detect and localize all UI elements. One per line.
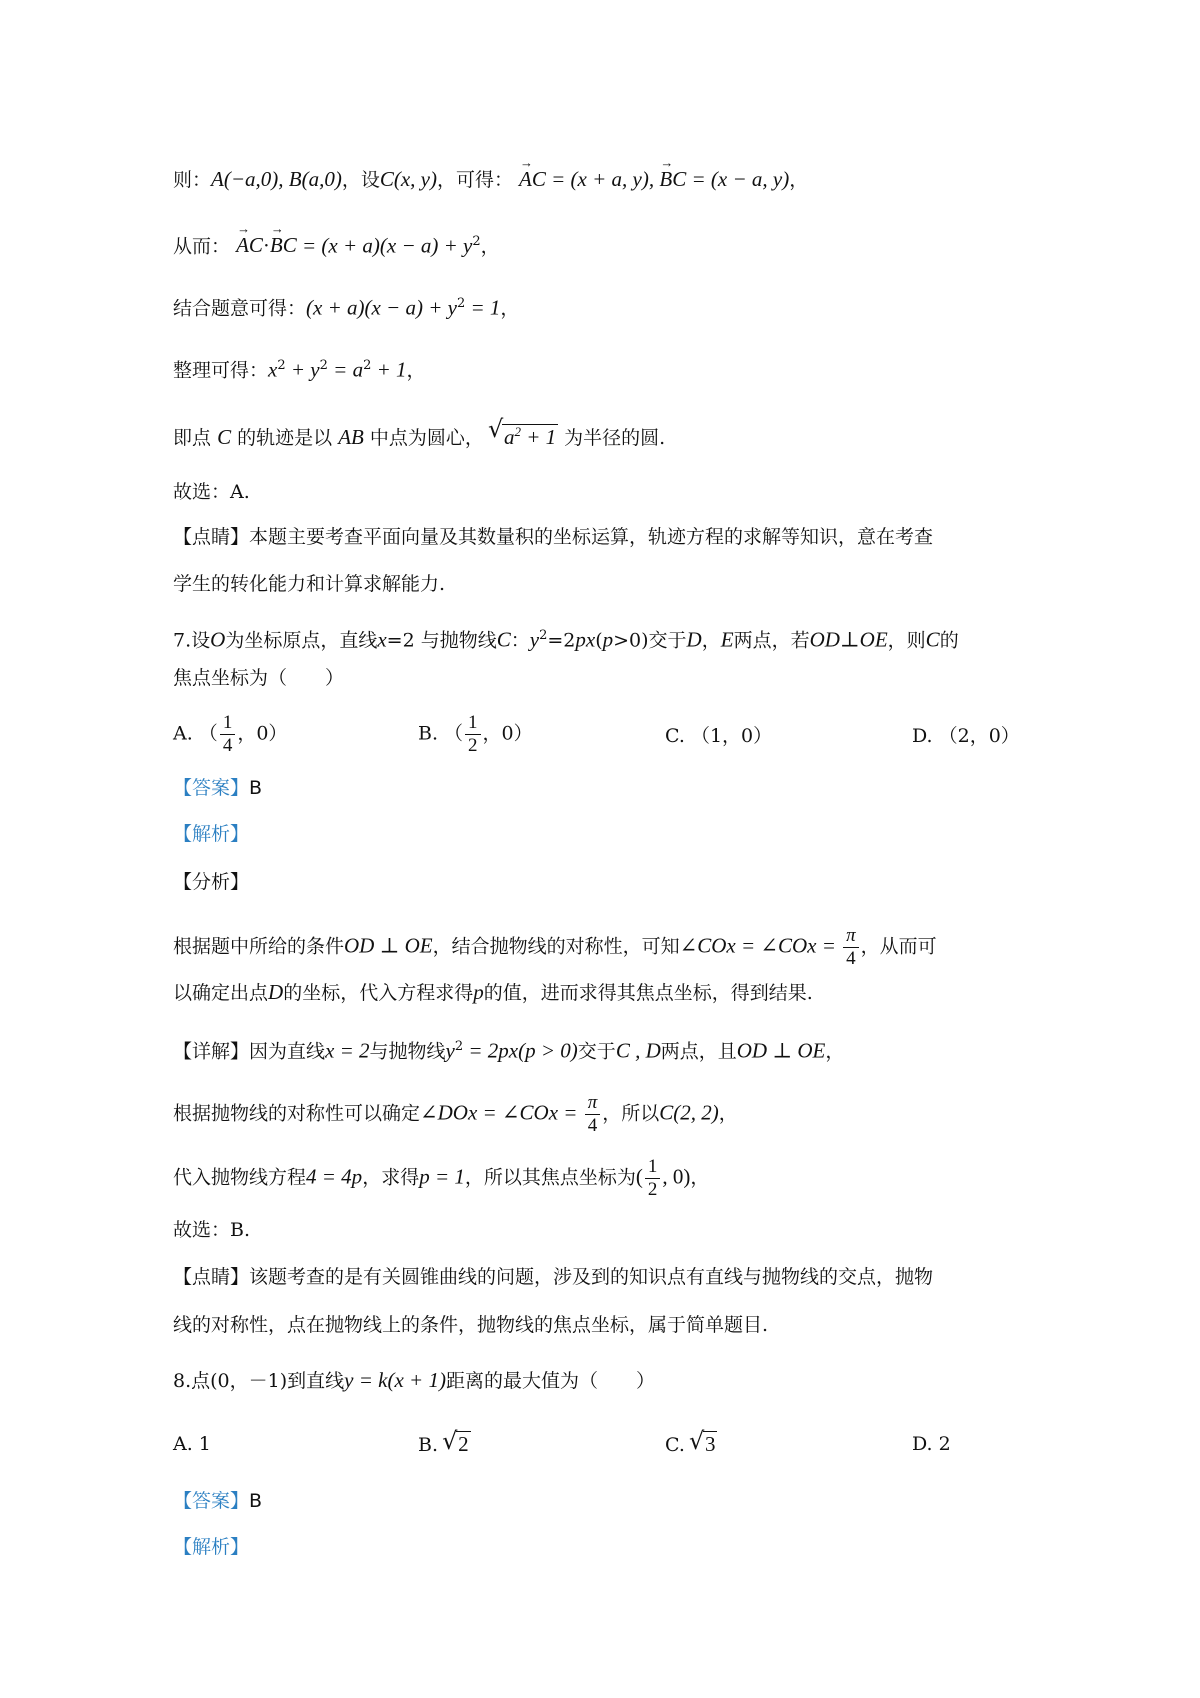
text: 的	[939, 629, 959, 652]
text: 根据题中所给的条件	[173, 935, 345, 958]
option-label: A. （	[173, 722, 218, 745]
math-sup: 2	[472, 234, 481, 249]
sqrt-radicand	[502, 424, 558, 449]
q8-answer	[173, 1487, 262, 1515]
math: p	[602, 627, 614, 652]
text: ，求得	[362, 1166, 420, 1189]
option-label: C.	[665, 1434, 685, 1456]
fraction-denominator: 4	[587, 1115, 598, 1136]
fraction-denominator: 4	[846, 948, 856, 969]
math-sup: 2	[539, 628, 548, 643]
text: ，	[825, 1040, 845, 1063]
q8-option-a: A. 1	[173, 1433, 211, 1455]
line-vector-setup	[173, 165, 808, 194]
text: 即点	[173, 427, 212, 449]
text: 的值，进而求得其焦点坐标，得到结果.	[483, 982, 813, 1004]
line-simplify	[173, 352, 426, 384]
fraction-denominator: 4	[222, 735, 233, 756]
text: ，	[718, 1102, 738, 1125]
math: C(x, y)	[379, 167, 437, 191]
math-sup: 2	[454, 1039, 464, 1054]
text: ：	[510, 629, 530, 652]
fraction	[220, 712, 236, 757]
text: (	[595, 629, 603, 652]
q7-analysis-tag: 【解析】	[173, 823, 250, 845]
option-label: B. （	[418, 722, 464, 745]
math: OD ⊥ OE	[736, 1038, 826, 1063]
text: ，	[789, 169, 809, 191]
text: ，所以	[602, 1102, 660, 1125]
text: ，设	[341, 169, 380, 191]
q7-detail-line2	[173, 1092, 738, 1137]
fraction-numerator: 1	[645, 1156, 661, 1179]
math: OD ⊥ OE	[344, 933, 433, 958]
math-sup: 2	[456, 296, 466, 311]
text: 的轨迹是以	[237, 427, 333, 449]
option-label: B.	[418, 1434, 439, 1456]
text: 根据抛物线的对称性可以确定	[173, 1102, 421, 1125]
line-comment-1: 【点睛】本题主要考查平面向量及其数量积的坐标运算，轨迹方程的求解等知识，意在考查	[173, 526, 934, 548]
math: = a	[327, 357, 364, 382]
line-combine	[173, 290, 519, 322]
math: px	[575, 627, 596, 652]
text: ，	[406, 359, 426, 382]
q7-comment-1: 【点睛】该题考查的是有关圆锥曲线的问题，涉及到的知识点有直线与抛物线的交点，抛物	[173, 1266, 934, 1288]
math: y	[529, 627, 540, 652]
math-sup: 2	[277, 358, 286, 373]
math: D	[268, 980, 284, 1004]
vector-bc: → BC	[659, 165, 686, 193]
text: 从而：	[173, 235, 231, 258]
text: 代入抛物线方程	[173, 1166, 307, 1189]
text: =2 与抛物线	[386, 629, 497, 652]
text: 与抛物线	[369, 1040, 446, 1063]
math: y = k(x + 1)	[344, 1368, 446, 1392]
math: x	[377, 627, 387, 652]
math: = 2px(p > 0)	[463, 1038, 578, 1063]
answer-tag: 【答案】	[173, 1490, 250, 1512]
q7-option-d: D. （2，0）	[912, 725, 1020, 747]
math: = 1	[465, 295, 501, 320]
math: D	[686, 627, 702, 652]
q7-detail-line3	[173, 1156, 709, 1201]
text: 以确定出点	[173, 982, 269, 1004]
math-sup: 2	[363, 358, 372, 373]
text: ，	[690, 1166, 710, 1189]
math: 4 = 4p	[306, 1164, 363, 1189]
line-dot-product	[173, 228, 500, 260]
math: C	[925, 627, 940, 652]
text: 两点，若	[733, 629, 810, 652]
text: 【详解】因为直线	[173, 1040, 326, 1063]
math: E	[720, 627, 734, 652]
answer-value: B	[249, 1490, 263, 1512]
fraction-numerator: π	[585, 1092, 601, 1115]
q7-comment-2: 线的对称性，点在抛物线上的条件，抛物线的焦点坐标，属于简单题目.	[173, 1314, 769, 1336]
line-answer-a: 故选：A.	[173, 481, 250, 503]
text: 整理可得：	[173, 359, 269, 382]
fraction-denominator: 2	[647, 1179, 658, 1200]
sqrt-radicand: 2	[458, 1432, 469, 1456]
answer-tag: 【答案】	[173, 777, 250, 799]
text: 距离的最大值为（ ）	[445, 1370, 655, 1392]
q7-fenxi-tag: 【分析】	[173, 871, 250, 893]
math: = (x + a, y),	[545, 167, 660, 191]
text: ，	[701, 629, 721, 652]
fraction	[465, 712, 481, 757]
text: ，则	[887, 629, 926, 652]
math: , 0)	[662, 1164, 691, 1189]
math: x	[268, 357, 278, 382]
text: ，结合抛物线的对称性，可知	[432, 935, 680, 958]
vector-ac: → AC	[236, 231, 263, 259]
text: 则：	[173, 169, 212, 191]
math: C , D	[615, 1038, 661, 1063]
text: 为坐标原点，直线	[225, 629, 378, 652]
text: ，所以其焦点坐标为	[464, 1166, 636, 1189]
q8-option-c	[665, 1430, 717, 1459]
math: O	[210, 627, 226, 652]
text: ，	[500, 297, 520, 320]
math: ∠COx = ∠COx =	[679, 933, 842, 958]
text: >0)交于	[613, 629, 687, 652]
fraction-numerator: 1	[465, 712, 481, 735]
math: = (x + a)(x − a) + y	[296, 233, 473, 258]
text: 7.设	[173, 629, 211, 652]
q7-option-a	[173, 712, 287, 757]
fraction-numerator: 1	[220, 712, 236, 735]
text: ，	[480, 235, 500, 258]
q7-fenxi-line1	[173, 925, 937, 970]
math: C	[217, 425, 232, 449]
sqrt	[691, 1430, 718, 1459]
text: 8.点(0，－1)到直线	[173, 1370, 345, 1392]
fraction	[843, 925, 859, 970]
text: ，从而可	[860, 935, 937, 958]
q8-stem	[173, 1366, 655, 1395]
option-tail: ，0）	[237, 722, 288, 745]
math: x = 2	[325, 1038, 370, 1063]
math: + 1	[371, 357, 407, 382]
fraction-numerator: π	[843, 925, 859, 948]
math: ·	[262, 233, 270, 258]
math-sup: 2	[514, 424, 521, 439]
q8-option-b	[418, 1430, 471, 1459]
math: (x + a)(x − a) + y	[306, 295, 457, 320]
q7-stem-line2: 焦点坐标为（ ）	[173, 667, 345, 689]
sqrt-radius	[490, 418, 558, 452]
fraction-denominator: 2	[468, 735, 478, 756]
math: (	[635, 1164, 643, 1189]
q7-stem-line1	[173, 622, 959, 654]
q7-conclusion: 故选：B.	[173, 1219, 251, 1241]
q8-option-d: D. 2	[912, 1433, 951, 1455]
q7-detail-line1	[173, 1033, 844, 1065]
math: A(−a,0), B(a,0)	[211, 167, 342, 191]
fraction	[645, 1156, 661, 1201]
math: ∠DOx = ∠COx =	[420, 1100, 583, 1125]
math: OD⊥OE	[809, 627, 888, 652]
math: p = 1	[419, 1164, 465, 1189]
q8-analysis-tag: 【解析】	[173, 1536, 250, 1558]
text: =2	[547, 629, 576, 652]
math: C	[496, 627, 511, 652]
q7-answer	[173, 774, 262, 802]
fraction	[585, 1092, 601, 1137]
text: 交于	[577, 1040, 616, 1063]
math: + y	[285, 357, 320, 382]
line-locus	[173, 418, 665, 452]
math: a	[503, 425, 515, 449]
text: 中点为圆心，	[369, 427, 484, 449]
math: + 1	[520, 425, 557, 449]
text: 为半径的圆.	[564, 427, 666, 449]
math: AB	[338, 425, 364, 449]
math: p	[473, 980, 484, 1004]
option-tail: ，0）	[482, 722, 533, 745]
vector-ac: → AC	[519, 165, 546, 193]
sqrt	[444, 1430, 471, 1459]
text: 结合题意可得：	[173, 297, 307, 320]
math: y	[445, 1038, 455, 1063]
math-sup: 2	[319, 358, 328, 373]
q7-option-c: C. （1，0）	[665, 725, 773, 747]
answer-value: B	[249, 777, 263, 799]
q7-fenxi-line2	[173, 978, 813, 1007]
sqrt-radicand: 3	[704, 1432, 716, 1456]
text: 两点，且	[660, 1040, 737, 1063]
math: C(2, 2)	[659, 1100, 719, 1125]
vector-bc: → BC	[270, 231, 297, 259]
math: = (x − a, y)	[686, 167, 790, 191]
text: ，可得：	[436, 169, 513, 191]
text: 的坐标，代入方程求得	[283, 982, 474, 1004]
line-comment-2: 学生的转化能力和计算求解能力.	[173, 573, 446, 595]
q7-option-b	[418, 712, 533, 757]
